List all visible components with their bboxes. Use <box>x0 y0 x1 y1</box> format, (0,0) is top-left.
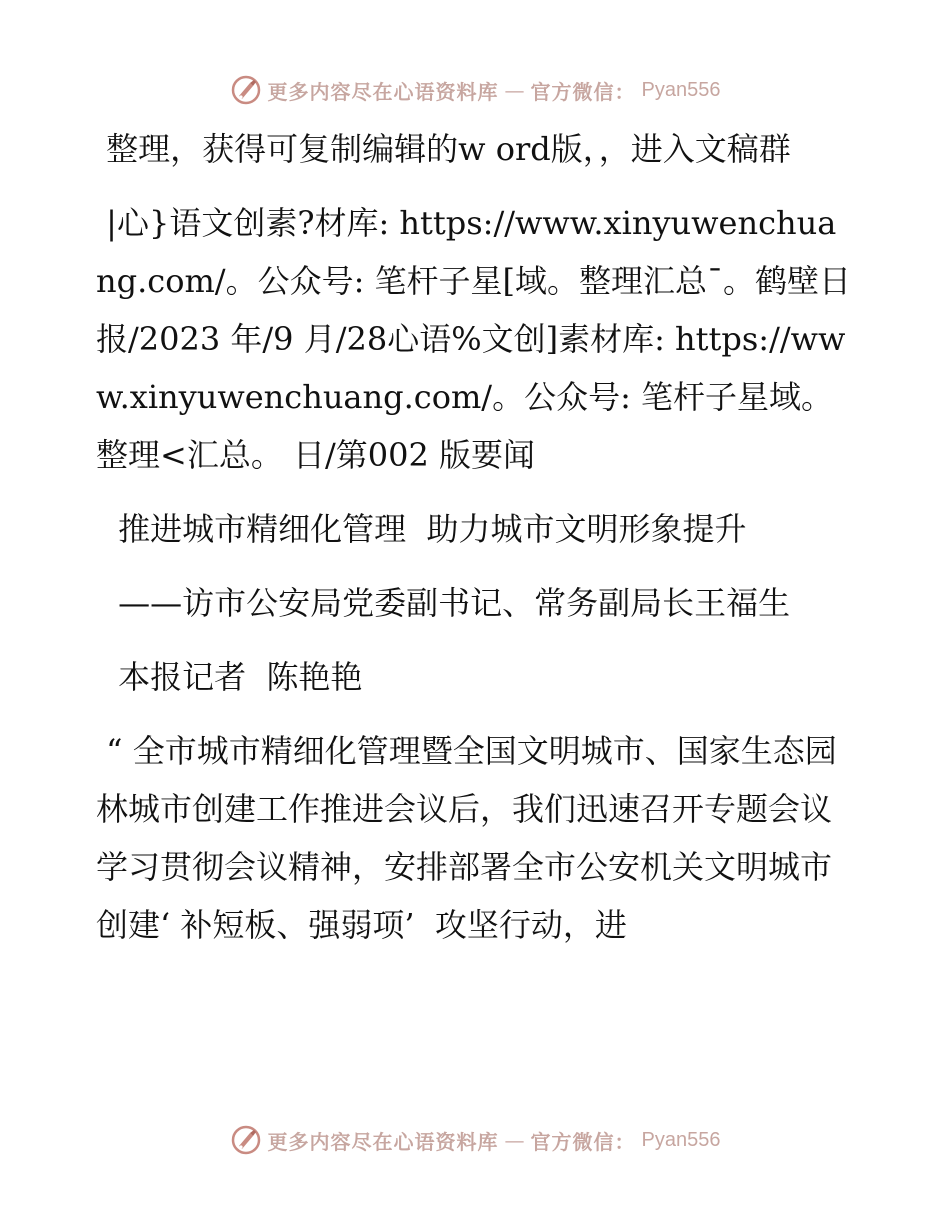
article-subheadline: ——访市公安局党委副书记、常务副局长王福生 <box>108 584 791 622</box>
article-headline: 推进城市精细化管理 助力城市文明形象提升 <box>108 510 747 548</box>
article-byline: 本报记者 陈艳艳 <box>108 658 363 696</box>
article-body-paragraph: “ 全市城市精细化管理暨全国文明城市、国家生态园林城市创建工作推进会议后，我们迅速召开专题会议学习贯彻会议精神，安排部署全市公安机关文明城市创建‘ 补短板、强弱项’ 攻坚行动，进 <box>96 732 837 944</box>
header-watermark-banner <box>0 70 950 110</box>
banner-wechat-id: Pyan556 <box>641 78 721 101</box>
banner-separator: — <box>504 78 525 102</box>
pen-nib-logo-icon <box>230 74 262 106</box>
footer-watermark-banner <box>0 1120 950 1160</box>
paragraph-intro: 整理，获得可复制编辑的w ord版，，进入文稿群 <box>96 130 791 168</box>
banner-text: 更多内容尽在心语资料库 <box>267 1129 499 1154</box>
banner-official: 官方微信： <box>530 79 636 104</box>
banner-wechat-id: Pyan556 <box>641 1128 721 1151</box>
paragraph-source: |心}语文创素?材库: https://www.xinyuwenchuang.com/。公众号: 笔杆子星[域。整理汇总¯。鹤壁日报/2023 年/9 月/28心语%文创]素材库: https://www.xinyuwenchuang.com/。公众号: 笔杆子星域。整理<汇总。 日/第002 版要闻 <box>96 204 852 474</box>
banner-official: 官方微信： <box>530 1129 636 1154</box>
document-body <box>96 120 856 970</box>
banner-separator: — <box>504 1128 525 1152</box>
pen-nib-logo-icon <box>230 1124 262 1156</box>
banner-text: 更多内容尽在心语资料库 <box>267 79 499 104</box>
